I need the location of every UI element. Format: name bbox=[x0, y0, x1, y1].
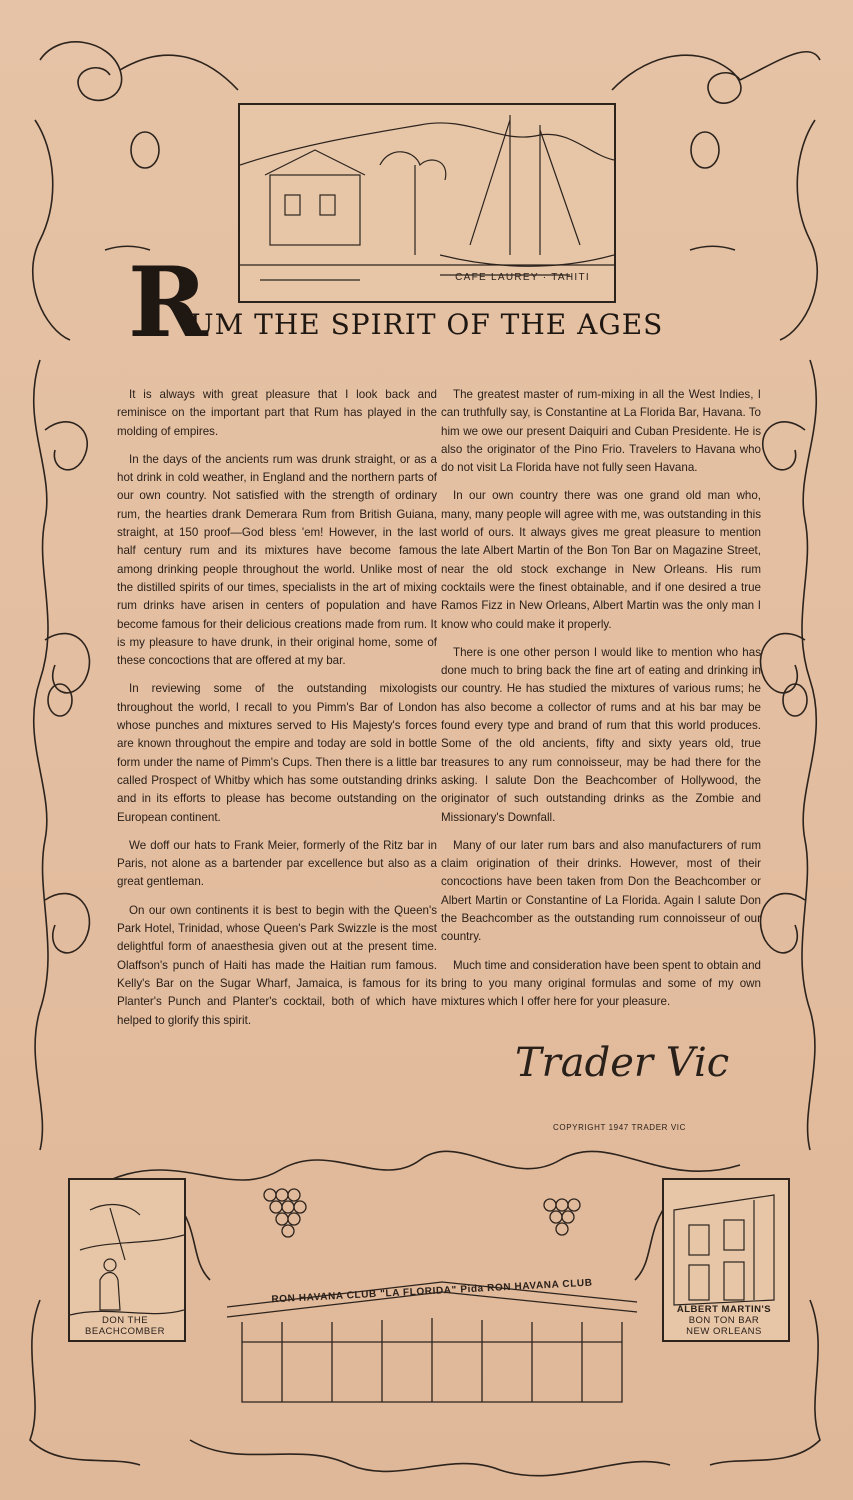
headline bbox=[150, 308, 710, 341]
caption-line: DON THE bbox=[101, 1315, 149, 1326]
paragraph: There is one other person I would like to mention who has done much to bring back the fine art of eating and drinking in our country. He has studied the mixtures of various rums; he has also become a collector of rums and at his bar may be found every type and brand of rum that this world produces. Some of the old ancients, fifty and sixty years old, true treasures to any rum connoisseur, may be had there for the asking. I salute Don the Beachcomber of Hollywood, the originator of such outstanding drinks as the Zombie and Missionary's Downfall. bbox=[441, 645, 761, 824]
paragraph: Many of our later rum bars and also manufacturers of rum claim origination of their drinks. However, most of their concoctions have been taken from Don the Beachcomber or Albert Martin or Constantine of La Florida. Again I salute Don the Beachcomber as the outstanding rum connoisseur of our country. bbox=[441, 838, 761, 944]
paragraph: It is always with great pleasure that I look back and reminisce on the important part that Rum has played in the molding of empires. bbox=[117, 388, 437, 438]
caption-line: BON TON BAR bbox=[688, 1315, 760, 1326]
copyright: COPYRIGHT 1947 TRADER VIC bbox=[553, 1123, 686, 1132]
left-column bbox=[117, 386, 437, 1040]
caption-line: NEW ORLEANS bbox=[686, 1326, 762, 1337]
paragraph: In reviewing some of the outstanding mixologists throughout the world, I recall to you Pimm's Bar of London whose punches and mixtures served to His Majesty's forces are known throughout the empire and today are sold in bottle form under the name of Pimm's Cups. Then there is a little bar called Prospect of Whitby which has some outstanding drinks and in its efforts to please has become outstanding on the European continent. bbox=[117, 682, 437, 824]
bon-ton-caption bbox=[662, 1304, 786, 1337]
caption-line: BEACHCOMBER bbox=[85, 1326, 165, 1337]
paragraph: The greatest master of rum-mixing in all the West Indies, I can truthfully say, is Constantine at La Florida Bar, Havana. To him we owe our present Daiquiri and Cuban Presidente. He is also the originator of the Pino Frio. Travelers to Havana who do not visit La Florida have not fully seen Havana. bbox=[441, 388, 761, 475]
paragraph: We doff our hats to Frank Meier, formerly of the Ritz bar in Paris, not alone as a bartender par excellence but also as a great gentleman. bbox=[117, 838, 437, 889]
paragraph: On our own continents it is best to begin with the Queen's Park Hotel, Trinidad, whose Queen's Park Swizzle is the most delightful form of anaesthesia given out at the present time. Olaffson's punch of Haiti has made the Haitian rum famous. Kelly's Bar on the Sugar Wharf, Jamaica, is famous for its Planter's Punch and Planter's cocktail, both of which have helped to glorify this spirit. bbox=[117, 903, 437, 1027]
la-florida-sign: RON HAVANA CLUB "LA FLORIDA" Pida RON HAVANA CLUB bbox=[271, 1277, 593, 1306]
paragraph: In the days of the ancients rum was drunk straight, or as a hot drink in cold weather, in England and the northern parts of our own country. Not satisfied with the strength of ordinary rum, the hearties drank Demerara Rum from British Guiana, straight, at 150 proof—God bless 'em! However, in the last half century rum and its mixtures have become famous among drinking people throughout the world. Unlike most of the distilled spirits of our times, specialists in the art of mixing rum drinks have arisen in centers of population and have become famous for their delicious creations made from rum. It is my pleasure to have drunk, in their original home, some of these concoctions that are offered at my bar. bbox=[117, 452, 437, 668]
headline-text: UM THE SPIRIT OF THE AGES bbox=[190, 308, 664, 341]
la-florida-illustration bbox=[222, 1262, 642, 1412]
paragraph: Much time and consideration have been spent to obtain and bring to you many original formulas and some of my own mixtures which I offer here for your pleasure. bbox=[441, 958, 761, 1009]
beachcomber-caption bbox=[68, 1315, 182, 1337]
signature: Trader Vic bbox=[515, 1040, 730, 1086]
headline-dropcap: R bbox=[128, 246, 208, 359]
caption-line: ALBERT MARTIN'S bbox=[676, 1304, 772, 1315]
right-column bbox=[441, 386, 761, 1022]
cafe-laurey-caption: CAFE LAUREY · TAHITI bbox=[455, 272, 590, 283]
paragraph: In our own country there was one grand old man who, many, many people will agree with me, was outstanding in this world of ours. It always gives me great pleasure to mention the late Albert Martin of the Bon Ton Bar on Magazine Street, near the old stock exchange in New Orleans. His rum cocktails were the finest obtainable, and if one desired a true Ramos Fizz in New Orleans, Albert Martin was the only man I know who could make it properly. bbox=[441, 489, 761, 631]
